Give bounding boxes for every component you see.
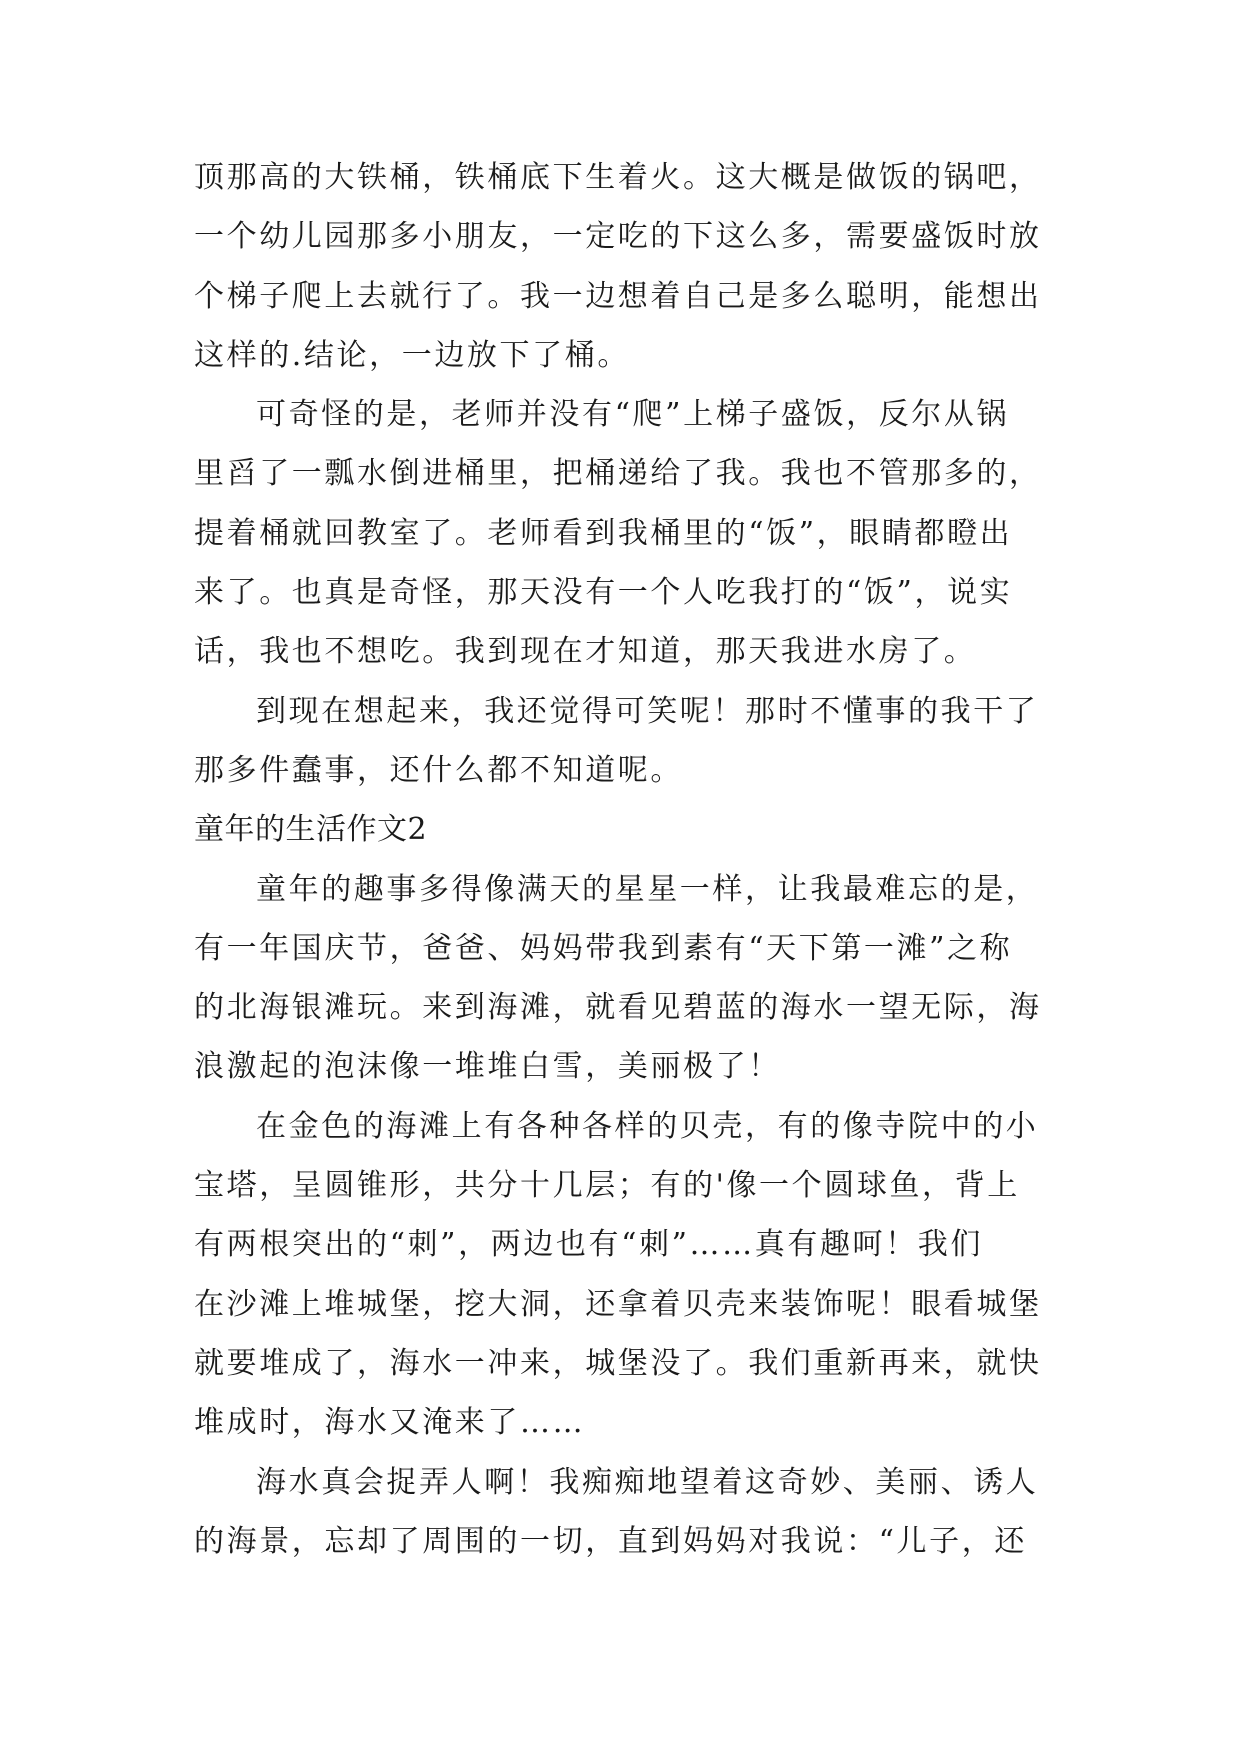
text-line: 那多件蠢事，还什么都不知道呢。 — [194, 752, 683, 788]
paragraph-start-line: 童年的趣事多得像满天的星星一样，让我最难忘的是， — [256, 871, 1039, 907]
paragraph-start-line: 在金色的海滩上有各种各样的贝壳，有的像寺院中的小 — [256, 1108, 1039, 1144]
document-body — [194, 148, 1054, 1571]
paragraph-start-line: 到现在想起来，我还觉得可笑呢！那时不懂事的我干了 — [256, 693, 1039, 729]
text-line: 顶那高的大铁桶，铁桶底下生着火。这大概是做饭的锅吧， — [194, 160, 1042, 195]
text-line: 宝塔，呈圆锥形，共分十几层；有的'像一个圆球鱼，背上 — [194, 1168, 1020, 1204]
text-line: 的海景，忘却了周围的一切，直到妈妈对我说：“儿子，还 — [194, 1523, 1027, 1559]
text-line: 这样的.结论，一边放下了桶。 — [194, 337, 630, 373]
text-line: 话，我也不想吃。我到现在才知道，那天我进水房了。 — [194, 634, 977, 670]
section-heading: 童年的生活作文2 — [194, 812, 428, 848]
text-line: 里舀了一瓢水倒进桶里，把桶递给了我。我也不管那多的， — [194, 456, 1042, 492]
text-line: 有两根突出的“刺”，两边也有“刺”……真有趣呵！我们 — [194, 1227, 983, 1263]
text-line: 堆成时，海水又淹来了…… — [194, 1405, 586, 1441]
text-line: 的北海银滩玩。来到海滩，就看见碧蓝的海水一望无际，海 — [194, 990, 1042, 1026]
text-line: 个梯子爬上去就行了。我一边想着自己是多么聪明，能想出 — [194, 278, 1042, 314]
text-line: 来了。也真是奇怪，那天没有一个人吃我打的“饭”，说实 — [194, 575, 1013, 611]
text-line: 在沙滩上堆城堡，挖大洞，还拿着贝壳来装饰呢！眼看城堡 — [194, 1286, 1042, 1322]
text-line: 浪激起的泡沫像一堆堆白雪，美丽极了！ — [194, 1049, 781, 1085]
text-line: 就要堆成了，海水一冲来，城堡没了。我们重新再来，就快 — [194, 1345, 1042, 1381]
paragraph-start-line: 可奇怪的是，老师并没有“爬”上梯子盛饭，反尔从锅 — [256, 397, 1010, 433]
paragraph-start-line: 海水真会捉弄人啊！我痴痴地望着这奇妙、美丽、诱人 — [256, 1464, 1039, 1500]
text-line: 有一年国庆节，爸爸、妈妈带我到素有“天下第一滩”之称 — [194, 930, 1013, 966]
text-line: 一个幼儿园那多小朋友，一定吃的下这么多，需要盛饭时放 — [194, 219, 1042, 255]
text-line: 提着桶就回教室了。老师看到我桶里的“饭”，眼睛都瞪出 — [194, 515, 1013, 551]
